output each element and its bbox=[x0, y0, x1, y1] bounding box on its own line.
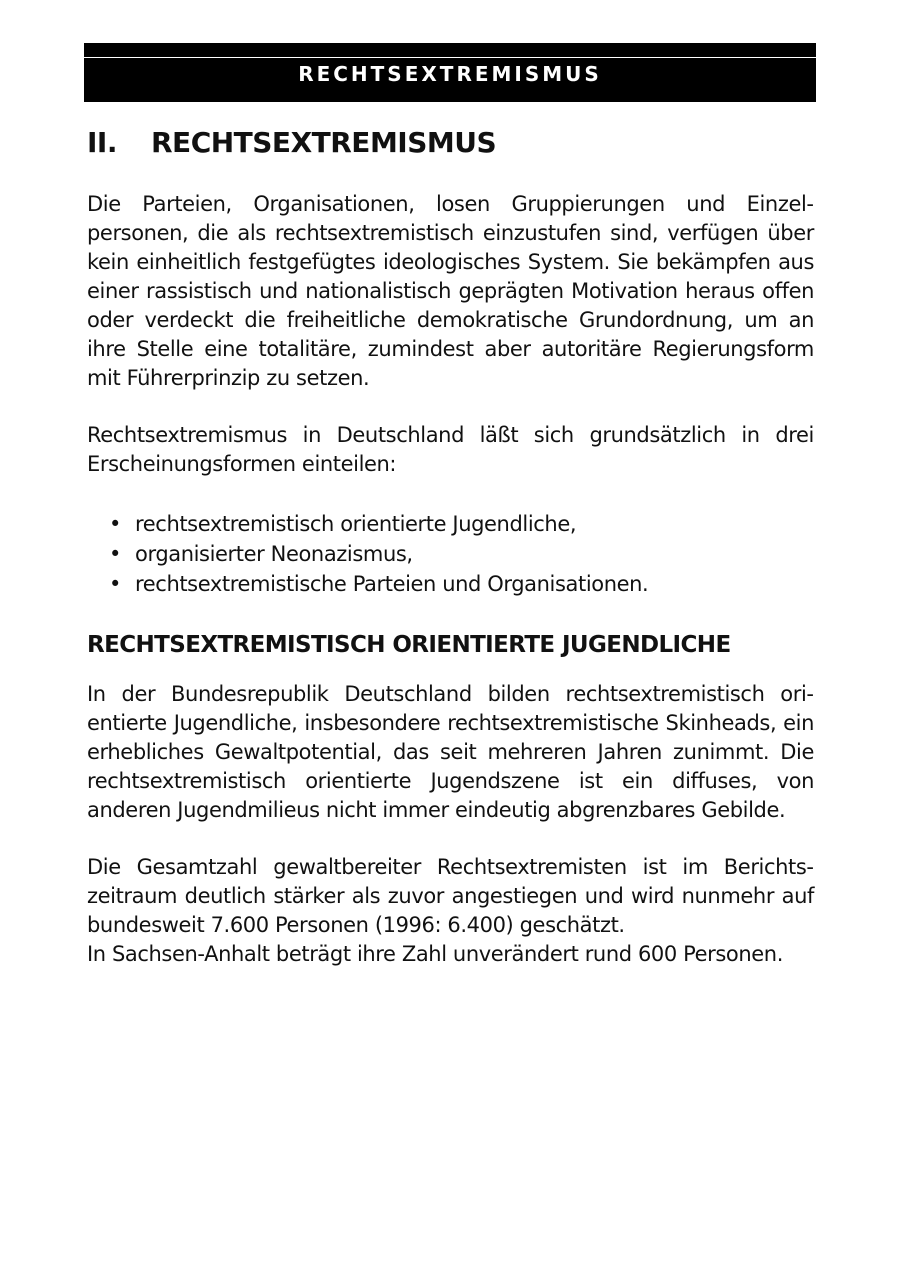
intro-paragraph-forms: Rechtsextremismus in Deutschland läßt sich grundsätzlich in drei Erscheinungsformen einteilen: bbox=[87, 423, 814, 476]
bullet-icon: • bbox=[109, 572, 121, 596]
section-paragraph-total: Die Gesamtzahl gewaltbereiter Rechtsextremisten ist im Berichtszeitraum deutlich stärker als zuvor angestiegen und wird nunmehr auf bundesweit 7.600 Personen (1996: 6.400) geschätzt. bbox=[87, 855, 814, 937]
bullet-icon: • bbox=[109, 512, 121, 536]
intro-paragraph-definition: Die Parteien, Organisationen, losen Gruppierungen und Einzelpersonen, die als rechtsextremistisch einzustufen sind, verfügen über kein einheitlich festgefügtes ideologisches System. Sie bekämpfen aus einer rassistisch und nationalistisch geprägten Motivation heraus offen oder verdeckt die freiheitliche demokratische Grundordnung, um an ihre Stelle eine totalitäre, zumindest aber autoritäre Regierungsform mit Führerprinzip zu setzen. bbox=[87, 192, 814, 390]
chapter-heading bbox=[87, 124, 496, 162]
list-item-text: organisierter Neonazismus, bbox=[135, 542, 413, 566]
running-header-band bbox=[84, 43, 816, 102]
list-item-text: rechtsextremistisch orientierte Jugendliche, bbox=[135, 512, 577, 536]
section-heading: RECHTSEXTREMISTISCH ORIENTIERTE JUGENDLICHE bbox=[87, 632, 731, 658]
chapter-title: RECHTSEXTREMISMUS bbox=[151, 126, 497, 159]
list-item-text: rechtsextremistische Parteien und Organisationen. bbox=[135, 572, 649, 596]
forms-bullet-list bbox=[87, 509, 814, 599]
header-divider-line bbox=[84, 57, 816, 58]
chapter-number: II. bbox=[87, 126, 117, 159]
bullet-icon: • bbox=[109, 542, 121, 566]
list-item bbox=[87, 569, 814, 599]
list-item bbox=[87, 509, 814, 539]
section-paragraph-saxony-anhalt: In Sachsen-Anhalt beträgt ihre Zahl unverändert rund 600 Personen. bbox=[87, 942, 783, 966]
list-item bbox=[87, 539, 814, 569]
section-paragraph-potential: In der Bundesrepublik Deutschland bilden rechtsextremistisch orientierte Jugendliche, insbesondere rechtsextremistische Skinheads, ein erhebliches Gewaltpotential, das seit mehreren Jahren zunimmt. Die rechtsextremistisch orientierte Jugendszene ist ein diffuses, von anderen Jugendmilieus nicht immer eindeutig abgrenzbares Gebilde. bbox=[87, 682, 814, 822]
running-header-title: RECHTSEXTREMISMUS bbox=[298, 62, 602, 86]
